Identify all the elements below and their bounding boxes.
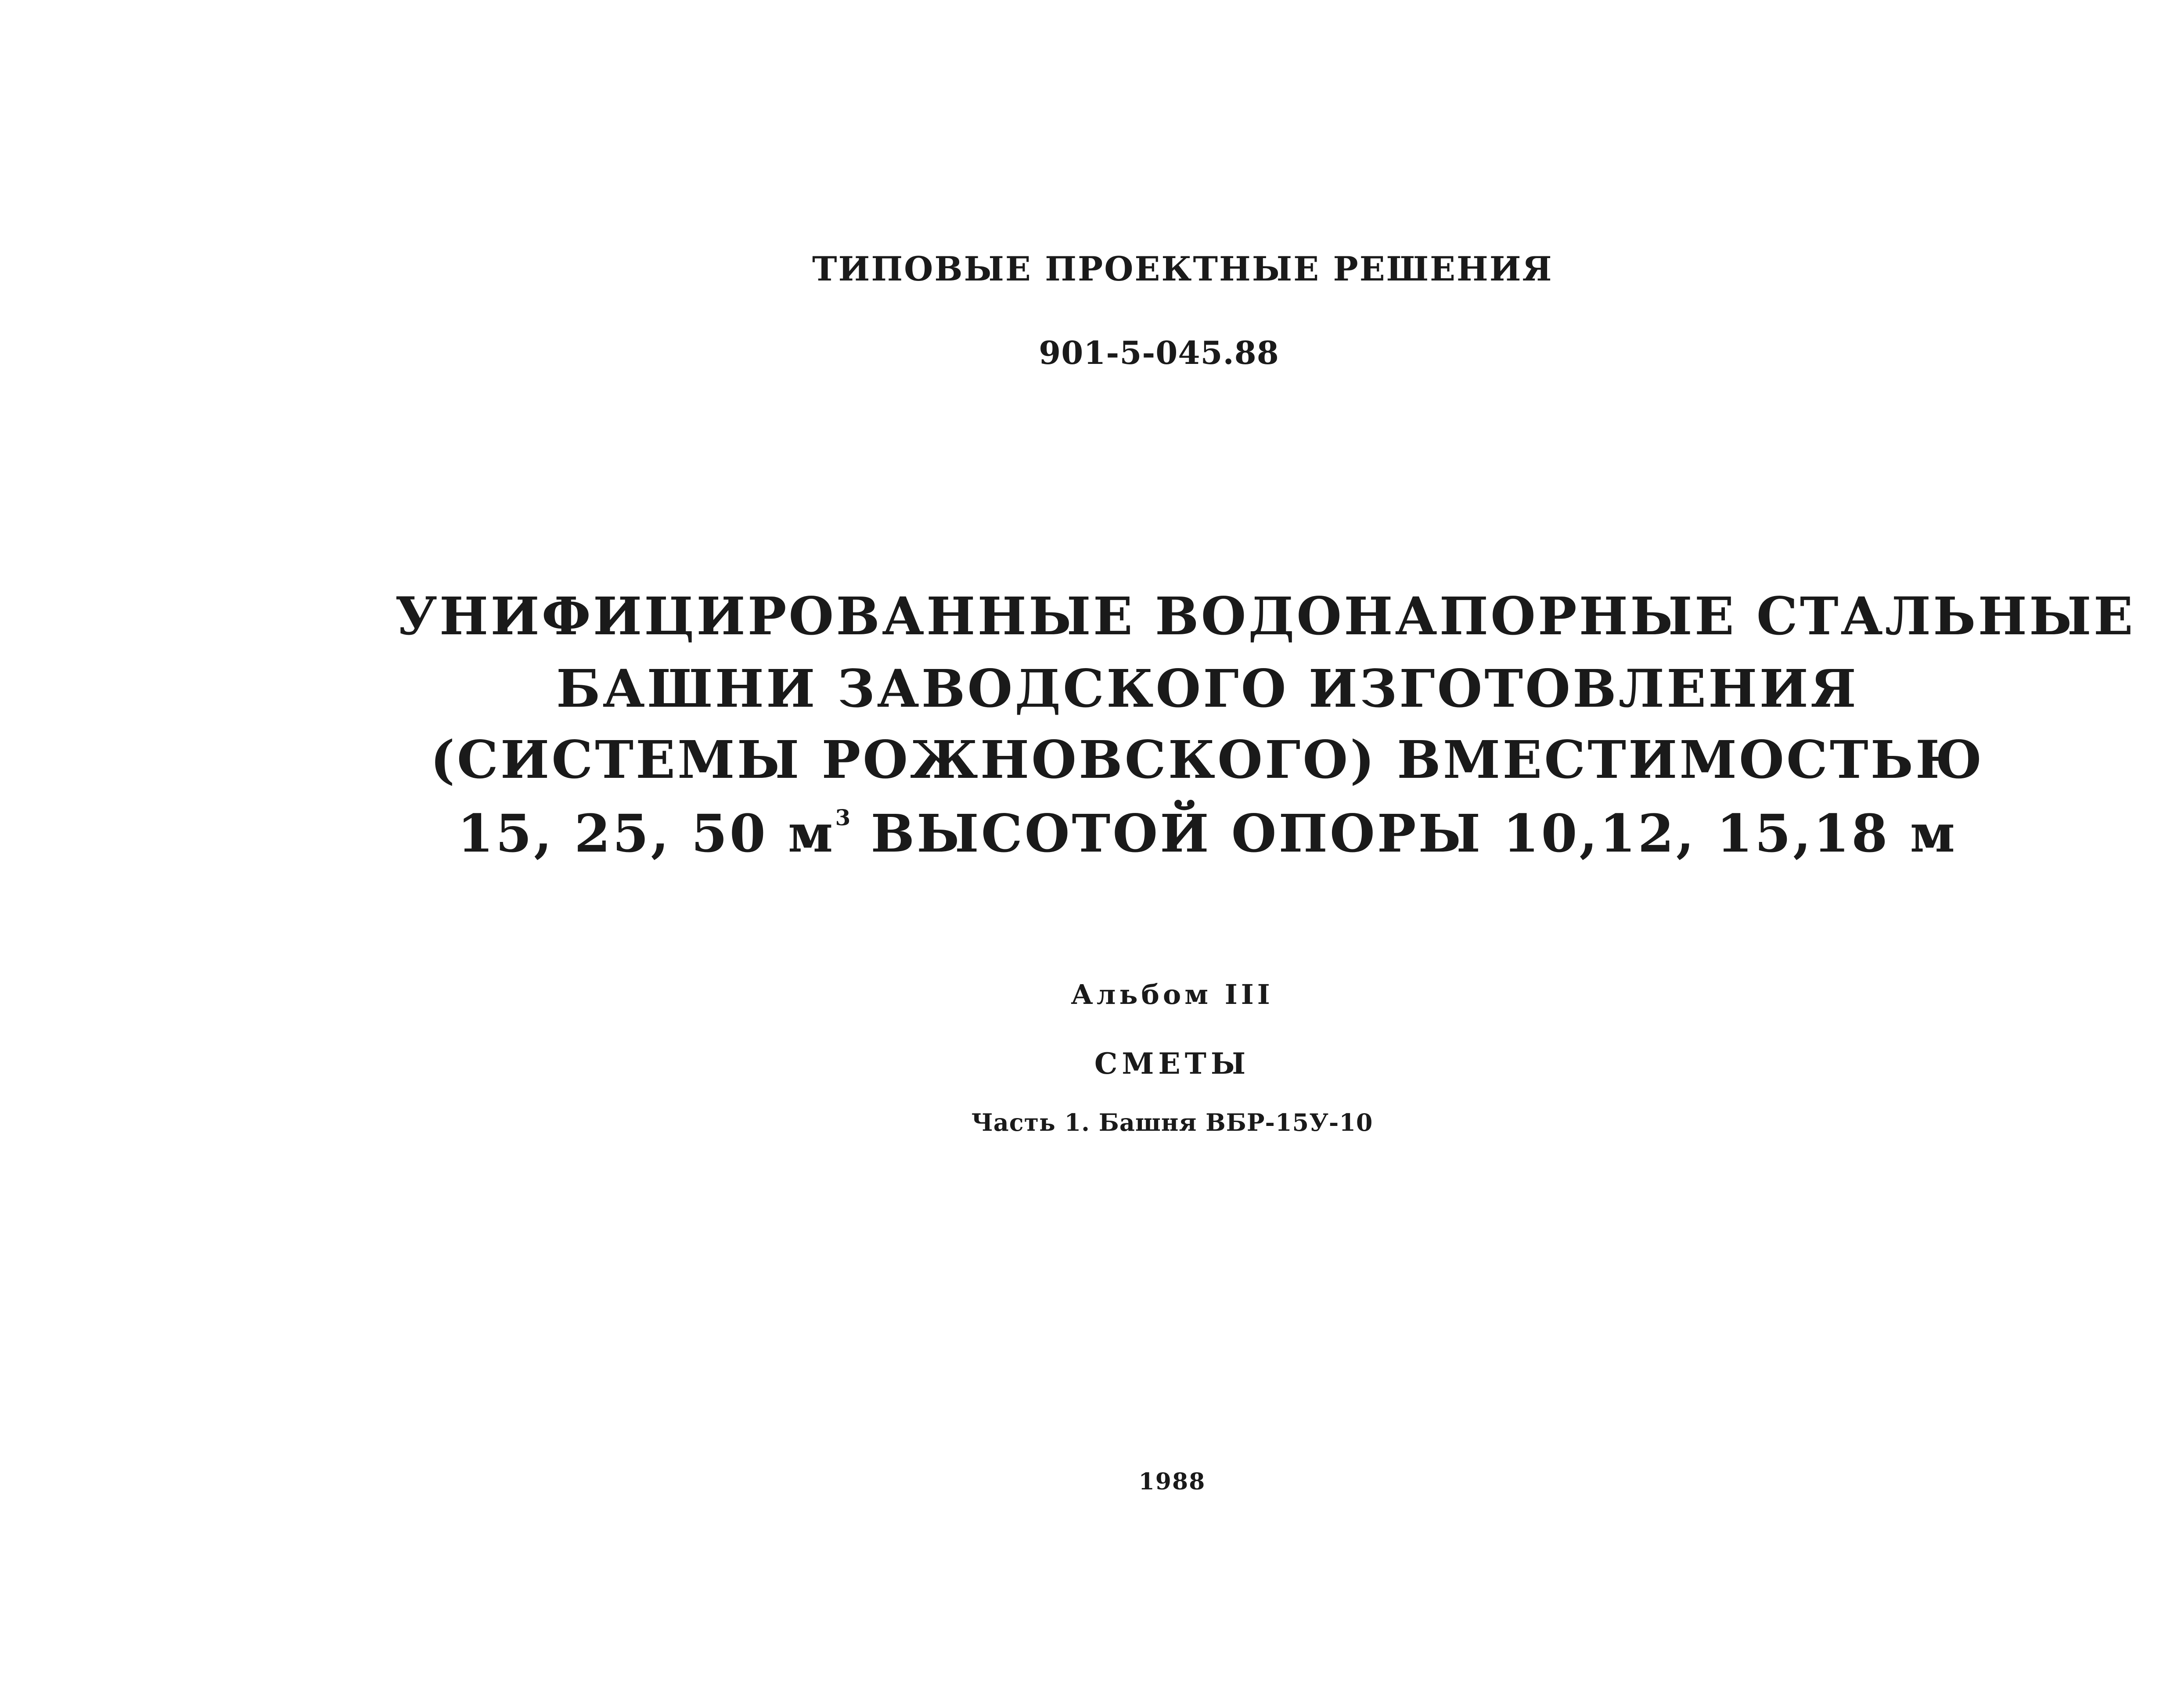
title-line-4-volumes: 15, 25, 50 м (457, 803, 835, 864)
document-code: 901-5-045.88 (1039, 334, 1279, 371)
section-label: СМЕТЫ (1094, 1046, 1250, 1081)
year-label: 1988 (1138, 1468, 1206, 1495)
cubic-superscript: 3 (835, 805, 851, 831)
title-line-1: УНИФИЦИРОВАННЫЕ ВОДОНАПОРНЫЕ СТАЛЬНЫЕ (395, 586, 2135, 647)
part-label: Часть 1. Башня ВБР-15У-10 (971, 1108, 1373, 1136)
album-label: Альбом III (1071, 978, 1274, 1010)
series-heading: ТИПОВЫЕ ПРОЕКТНЫЕ РЕШЕНИЯ (812, 249, 1553, 288)
title-line-4 (395, 803, 2019, 864)
title-line-4-heights: ВЫСОТОЙ ОПОРЫ 10,12, 15,18 м (850, 803, 1958, 864)
title-line-2: БАШНИ ЗАВОДСКОГО ИЗГОТОВЛЕНИЯ (556, 658, 1859, 719)
title-line-3: (СИСТЕМЫ РОЖНОВСКОГО) ВМЕСТИМОСТЬЮ (430, 729, 1984, 790)
